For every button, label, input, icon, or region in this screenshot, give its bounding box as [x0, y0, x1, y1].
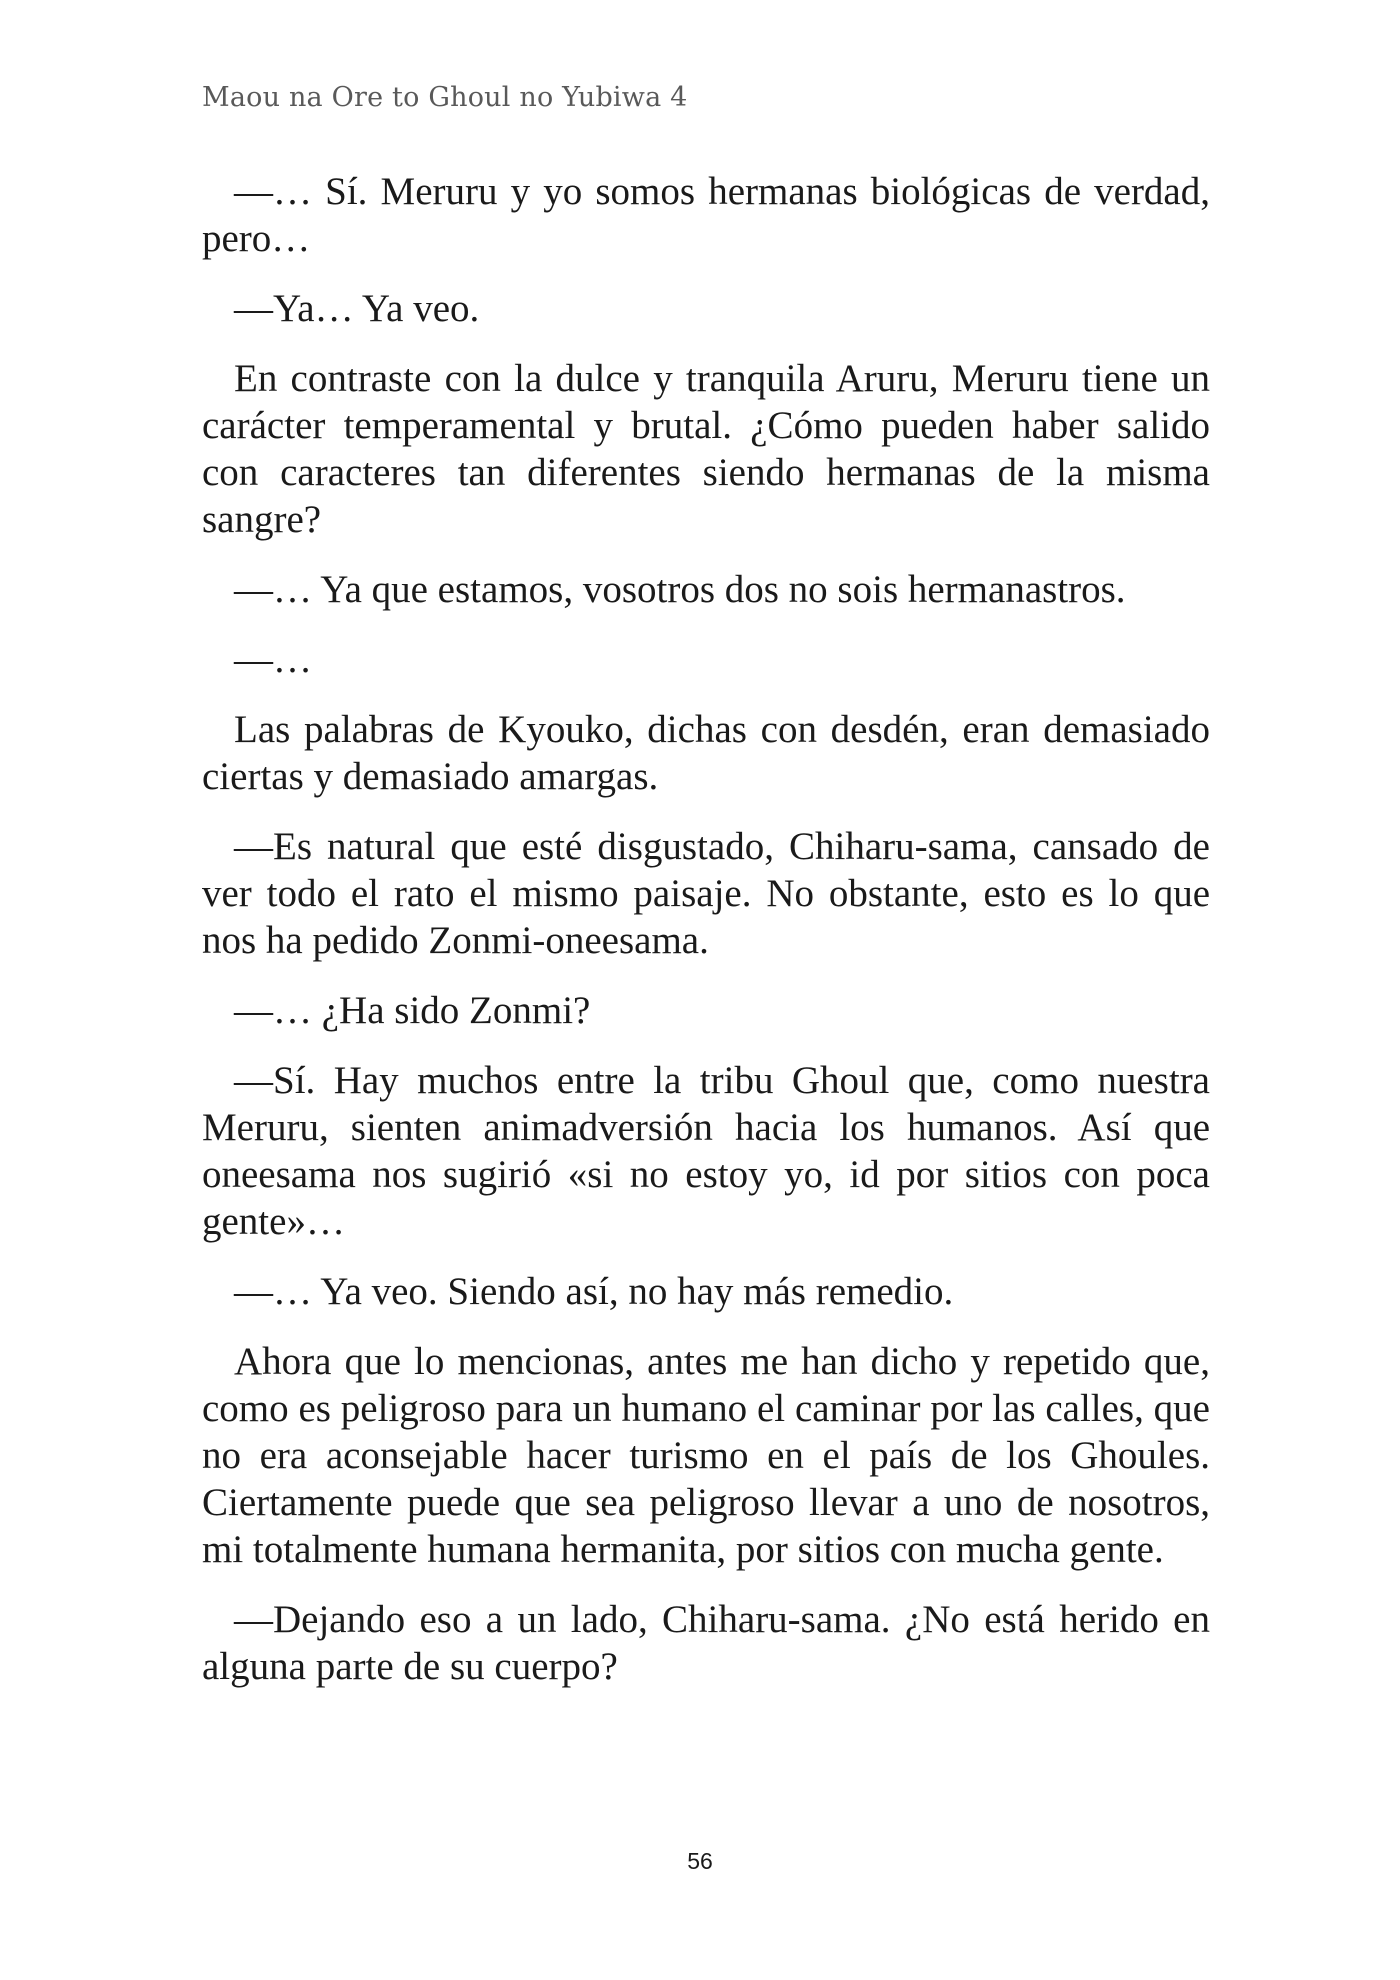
paragraph-2: —Ya… Ya veo.	[234, 287, 480, 330]
page-number: 56	[687, 1848, 713, 1874]
paragraph-1: —… Sí. Meruru y yo somos hermanas biológicas de verdad, pero…	[202, 170, 1210, 260]
paragraph-10: —… Ya veo. Siendo así, no hay más remedio.	[234, 1270, 954, 1313]
paragraph-7: —Es natural que esté disgustado, Chiharu-sama, cansado de ver todo el rato el mismo paisaje. No obstante, esto es lo que nos ha pedido Zonmi-oneesama.	[202, 825, 1210, 962]
paragraph-11: Ahora que lo mencionas, antes me han dicho y repetido que, como es peligroso para un humano el caminar por las calles, que no era aconsejable hacer turismo en el país de los Ghoules. Ciertamente puede que sea peligroso llevar a uno de nosotros, mi totalmente humana hermanita, por sitios con mucha gente.	[202, 1340, 1210, 1571]
paragraph-8: —… ¿Ha sido Zonmi?	[234, 989, 591, 1032]
paragraph-5: —…	[234, 638, 312, 681]
paragraph-9: —Sí. Hay muchos entre la tribu Ghoul que, como nuestra Meruru, sienten animadversión hacia los humanos. Así que oneesama nos sugirió «si no estoy yo, id por sitios con poca gente»…	[202, 1059, 1210, 1243]
running-header-title: Maou na Ore to Ghoul no Yubiwa 4	[202, 82, 688, 113]
page-body-text	[202, 168, 1210, 1713]
paragraph-3: En contraste con la dulce y tranquila Aruru, Meruru tiene un carácter temperamental y brutal. ¿Cómo pueden haber salido con caracteres tan diferentes siendo hermanas de la misma sangre?	[202, 357, 1210, 541]
paragraph-12: —Dejando eso a un lado, Chiharu-sama. ¿No está herido en alguna parte de su cuerpo?	[202, 1598, 1210, 1688]
paragraph-6: Las palabras de Kyouko, dichas con desdén, eran demasiado ciertas y demasiado amargas.	[202, 708, 1210, 798]
paragraph-4: —… Ya que estamos, vosotros dos no sois hermanastros.	[234, 568, 1126, 611]
